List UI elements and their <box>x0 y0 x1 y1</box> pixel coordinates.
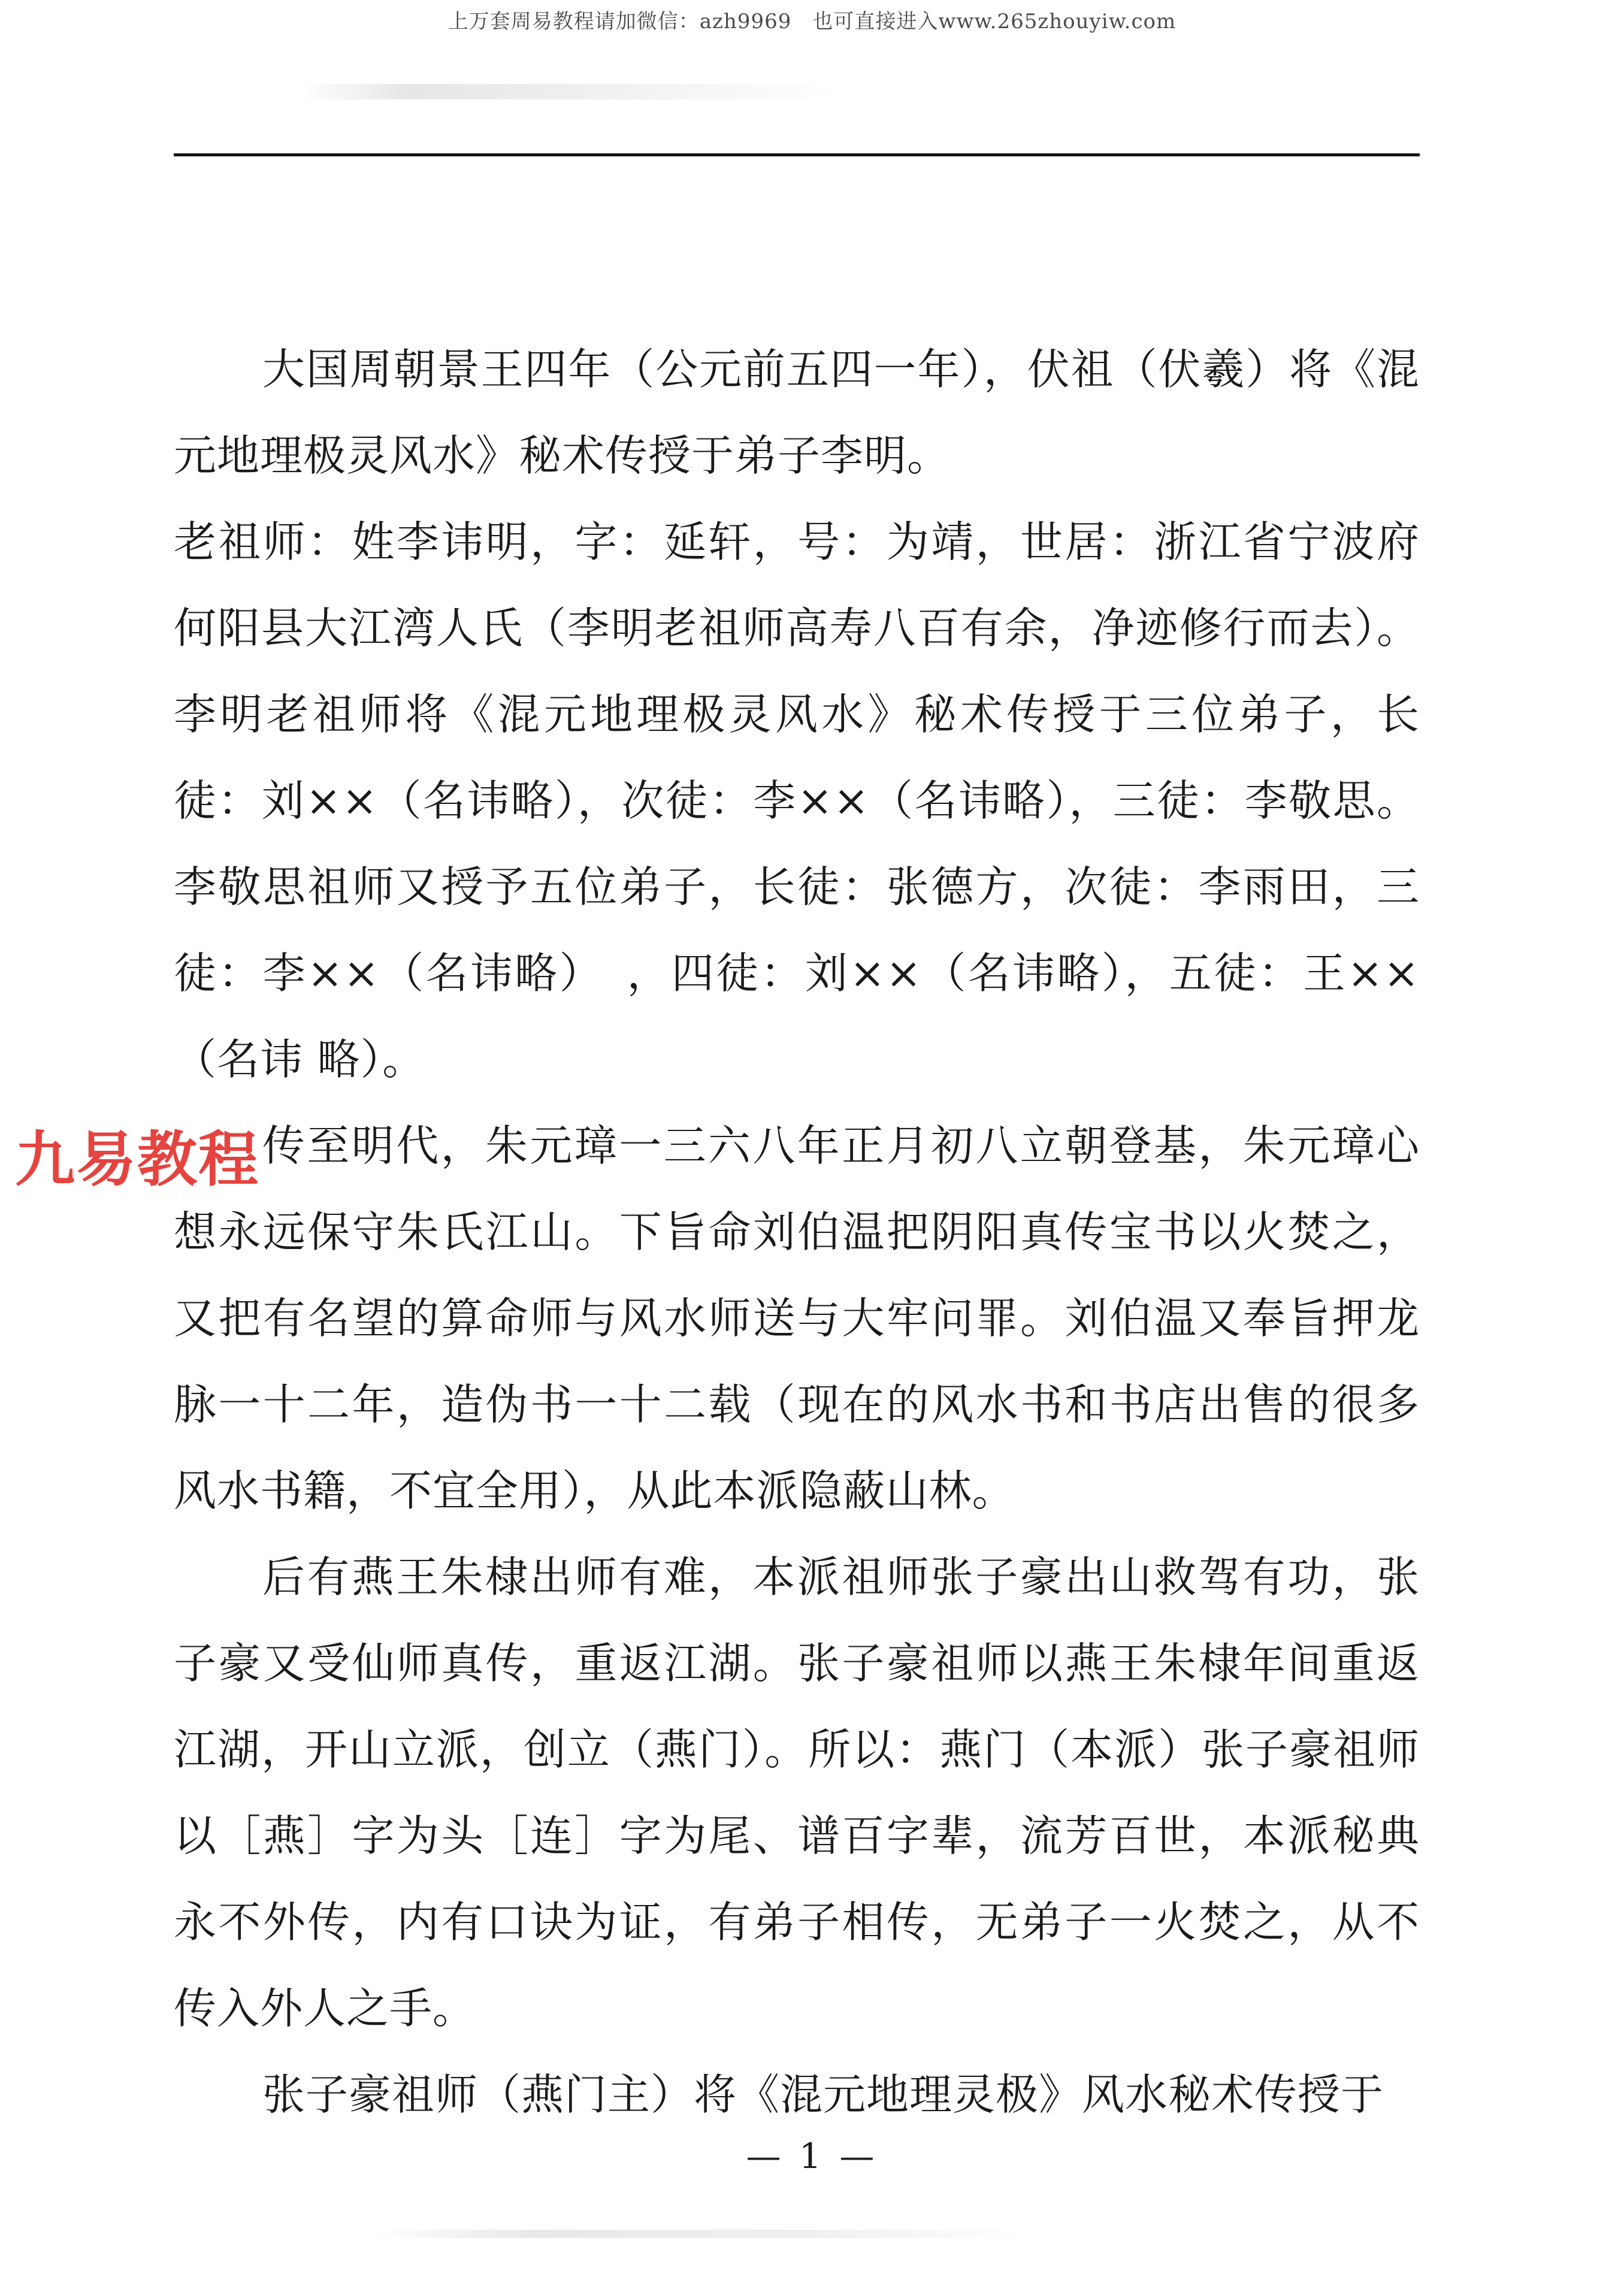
header-rule <box>174 153 1420 156</box>
paragraph-3: 传至明代，朱元璋一三六八年正月初八立朝登基，朱元璋心想永远保守朱氏江山。下旨命刘伯温把阴阳真传宝书以火焚之，又把有名望的算命师与风水师送与大牢问罪。刘伯温又奉旨押龙脉一十二年，造伪书一十二载（现在的风水书和书店出售的很多风水书籍，不宜全用），从此本派隐蔽山林。 <box>174 1121 1420 1516</box>
scan-smudge-bottom <box>371 2230 1030 2238</box>
top-watermark: 上万套周易教程请加微信：azh9969 也可直接进入www.265zhouyiw.com <box>447 10 1177 34</box>
document-body <box>174 326 1420 2138</box>
page-number: — 1 — <box>746 2136 878 2176</box>
paragraph-5: 张子豪祖师（燕门主）将《混元地理灵极》风水秘术传授于 <box>262 2070 1384 2119</box>
scan-smudge-top <box>300 84 839 99</box>
watermark-stamp: 九易教程 <box>15 1124 259 1195</box>
paragraph-4: 后有燕王朱棣出师有难，本派祖师张子豪出山救驾有功，张子豪又受仙师真传，重返江湖。张子豪祖师以燕王朱棣年间重返江湖，开山立派，创立（燕门）。所以：燕门（本派）张子豪祖师以［燕］字为头［连］字为尾、谱百字辈，流芳百世，本派秘典永不外传，内有口诀为证，有弟子相传，无弟子一火焚之，从不传入外人之手。 <box>174 1552 1420 2033</box>
paragraph-2: 老祖师：姓李讳明，字：延轩，号：为靖，世居：浙江省宁波府何阳县大江湾人氏（李明老祖师高寿八百有余，净迹修行而去）。李明老祖师将《混元地理极灵风水》秘术传授于三位弟子，长徒：刘××（名讳略），次徒：李××（名讳略），三徒：李敬思。 李敬思祖师又授予五位弟子，长徒：张德方，次徒：李雨田，三徒：李××（名讳略） ，四徒：刘××（名讳略），五徒：王××（名讳 略）。 <box>174 517 1420 1084</box>
paragraph-1: 大国周朝景王四年（公元前五四一年），伏祖（伏羲）将《混元地理极灵风水》秘术传授于弟子李明。 <box>174 344 1420 480</box>
